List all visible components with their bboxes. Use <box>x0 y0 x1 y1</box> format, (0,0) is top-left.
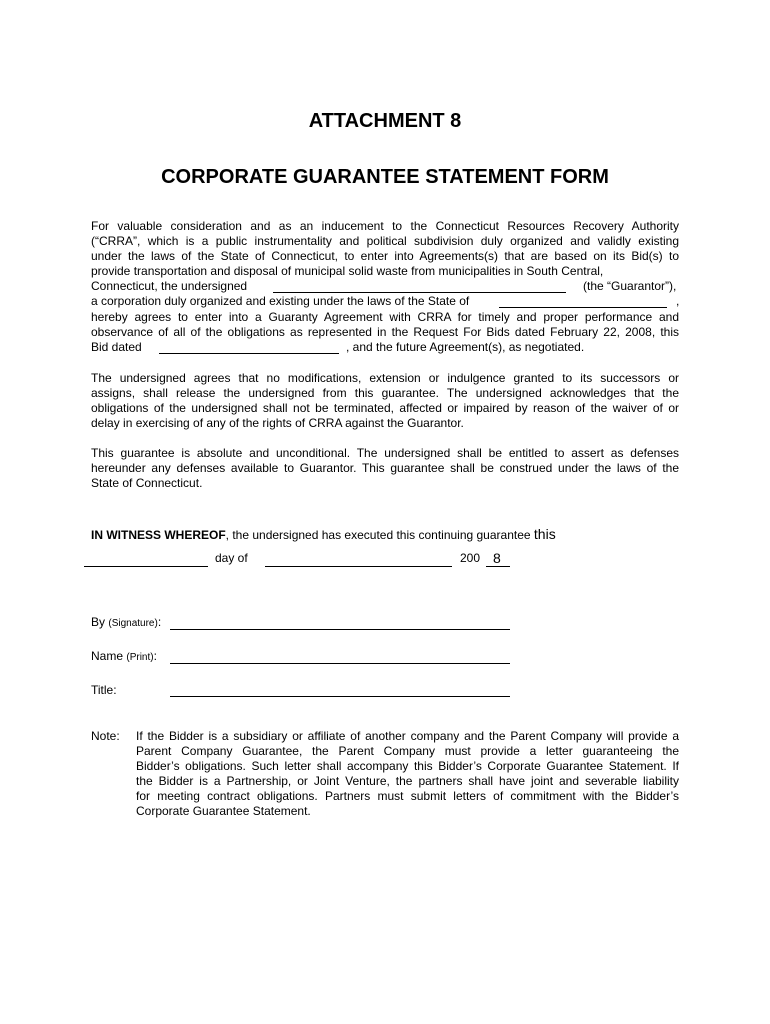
bid-dated-label: Bid dated <box>91 340 142 354</box>
note-line: If the Bidder is a subsidiary or affiliate of another company and the Parent Company will provide a <box>136 729 679 743</box>
note-line: Bidder’s obligations. Such letter shall accompany this Bidder’s Corporate Guarantee Statement. If <box>136 759 679 773</box>
para1-line: hereby agrees to enter into a Guaranty Agreement with CRRA for timely and proper performance and <box>91 310 679 324</box>
witness-text: , the undersigned has executed this continuing guarantee <box>225 528 531 542</box>
guarantor-name-blank[interactable] <box>273 292 566 293</box>
print-note: (Print) <box>126 652 154 663</box>
year-digit: 8 <box>493 550 501 566</box>
para2-line: obligations of the undersigned shall not be terminated, affected or impaired by reason of the waiver of or <box>91 401 679 415</box>
guarantor-label: (the “Guarantor”), <box>583 279 677 293</box>
note-label: Note: <box>91 729 120 743</box>
para1-line: (“CRRA”, which is a public instrumentality and political subdivision duly organized and validly existing <box>91 234 679 248</box>
intro-paragraph <box>91 219 679 279</box>
state-of-label: a corporation duly organized and existing under the laws of the State of <box>91 294 470 308</box>
signature-by-label <box>91 615 161 629</box>
witness-this: this <box>533 526 556 542</box>
para3-line: hereunder any defenses available to Guarantor. This guarantee shall be construed under the laws of the <box>91 461 679 475</box>
month-blank[interactable] <box>265 566 452 567</box>
state-blank[interactable] <box>499 307 667 308</box>
para2-line: assigns, shall release the undersigned from this guarantee. The undersigned acknowledges that the <box>91 386 679 400</box>
para1-line: under the laws of the State of Connecticut, to enter into Agreements(s) that are based on its Bid(s) to <box>91 249 679 263</box>
attachment-heading: ATTACHMENT 8 <box>308 110 462 132</box>
para3-line: This guarantee is absolute and unconditional. The undersigned shall be entitled to assert as defenses <box>91 446 679 460</box>
note-line: Parent Company Guarantee, the Parent Company must provide a letter guaranteeing the <box>136 744 679 758</box>
signature-line[interactable] <box>170 629 510 630</box>
name-line[interactable] <box>170 663 510 664</box>
title-line[interactable] <box>170 696 510 697</box>
day-of-label: day of <box>215 551 248 565</box>
note-line: for meeting contract obligations. Partners must submit letters of commitment with the Bidder’s <box>136 789 679 803</box>
unconditional-paragraph <box>91 446 679 491</box>
note-text <box>136 729 679 819</box>
witness-bold: IN WITNESS WHEREOF <box>91 528 226 542</box>
bid-date-blank[interactable] <box>159 353 339 354</box>
state-comma: , <box>676 294 680 308</box>
form-title: CORPORATE GUARANTEE STATEMENT FORM <box>161 166 609 188</box>
para2-line: delay in exercising of any of the rights of CRRA against the Guarantor. <box>91 416 464 430</box>
name-colon: : <box>153 649 157 663</box>
name-label: Name <box>91 649 124 663</box>
para1-line: observance of all of the obligations as represented in the Request For Bids dated February 22, 2008, this <box>91 325 679 339</box>
modifications-paragraph <box>91 371 679 431</box>
note-line: Corporate Guarantee Statement. <box>136 804 311 818</box>
witness-statement <box>91 526 556 542</box>
para1-line: For valuable consideration and as an inducement to the Connecticut Resources Recovery Authority <box>91 219 679 233</box>
connecticut-undersigned-label: Connecticut, the undersigned <box>91 279 248 293</box>
day-blank[interactable] <box>84 566 208 567</box>
title-label: Title: <box>91 683 117 697</box>
para1-line: provide transportation and disposal of municipal solid waste from municipalities in South Central, <box>91 264 604 278</box>
para3-line: State of Connecticut. <box>91 476 203 490</box>
by-colon: : <box>157 615 162 629</box>
future-agreements-text: , and the future Agreement(s), as negotiated. <box>346 340 585 354</box>
para2-line: The undersigned agrees that no modifications, extension or indulgence granted to its successors or <box>91 371 679 385</box>
year-blank[interactable] <box>486 566 510 567</box>
name-print-label <box>91 649 157 663</box>
note-line: the Bidder is a Partnership, or Joint Venture, the partners shall have joint and severable liability <box>136 774 679 788</box>
by-label: By <box>91 615 106 629</box>
year-prefix: 200 <box>460 551 481 565</box>
signature-note: (Signature) <box>108 618 158 629</box>
intro-paragraph-continued <box>91 310 679 340</box>
